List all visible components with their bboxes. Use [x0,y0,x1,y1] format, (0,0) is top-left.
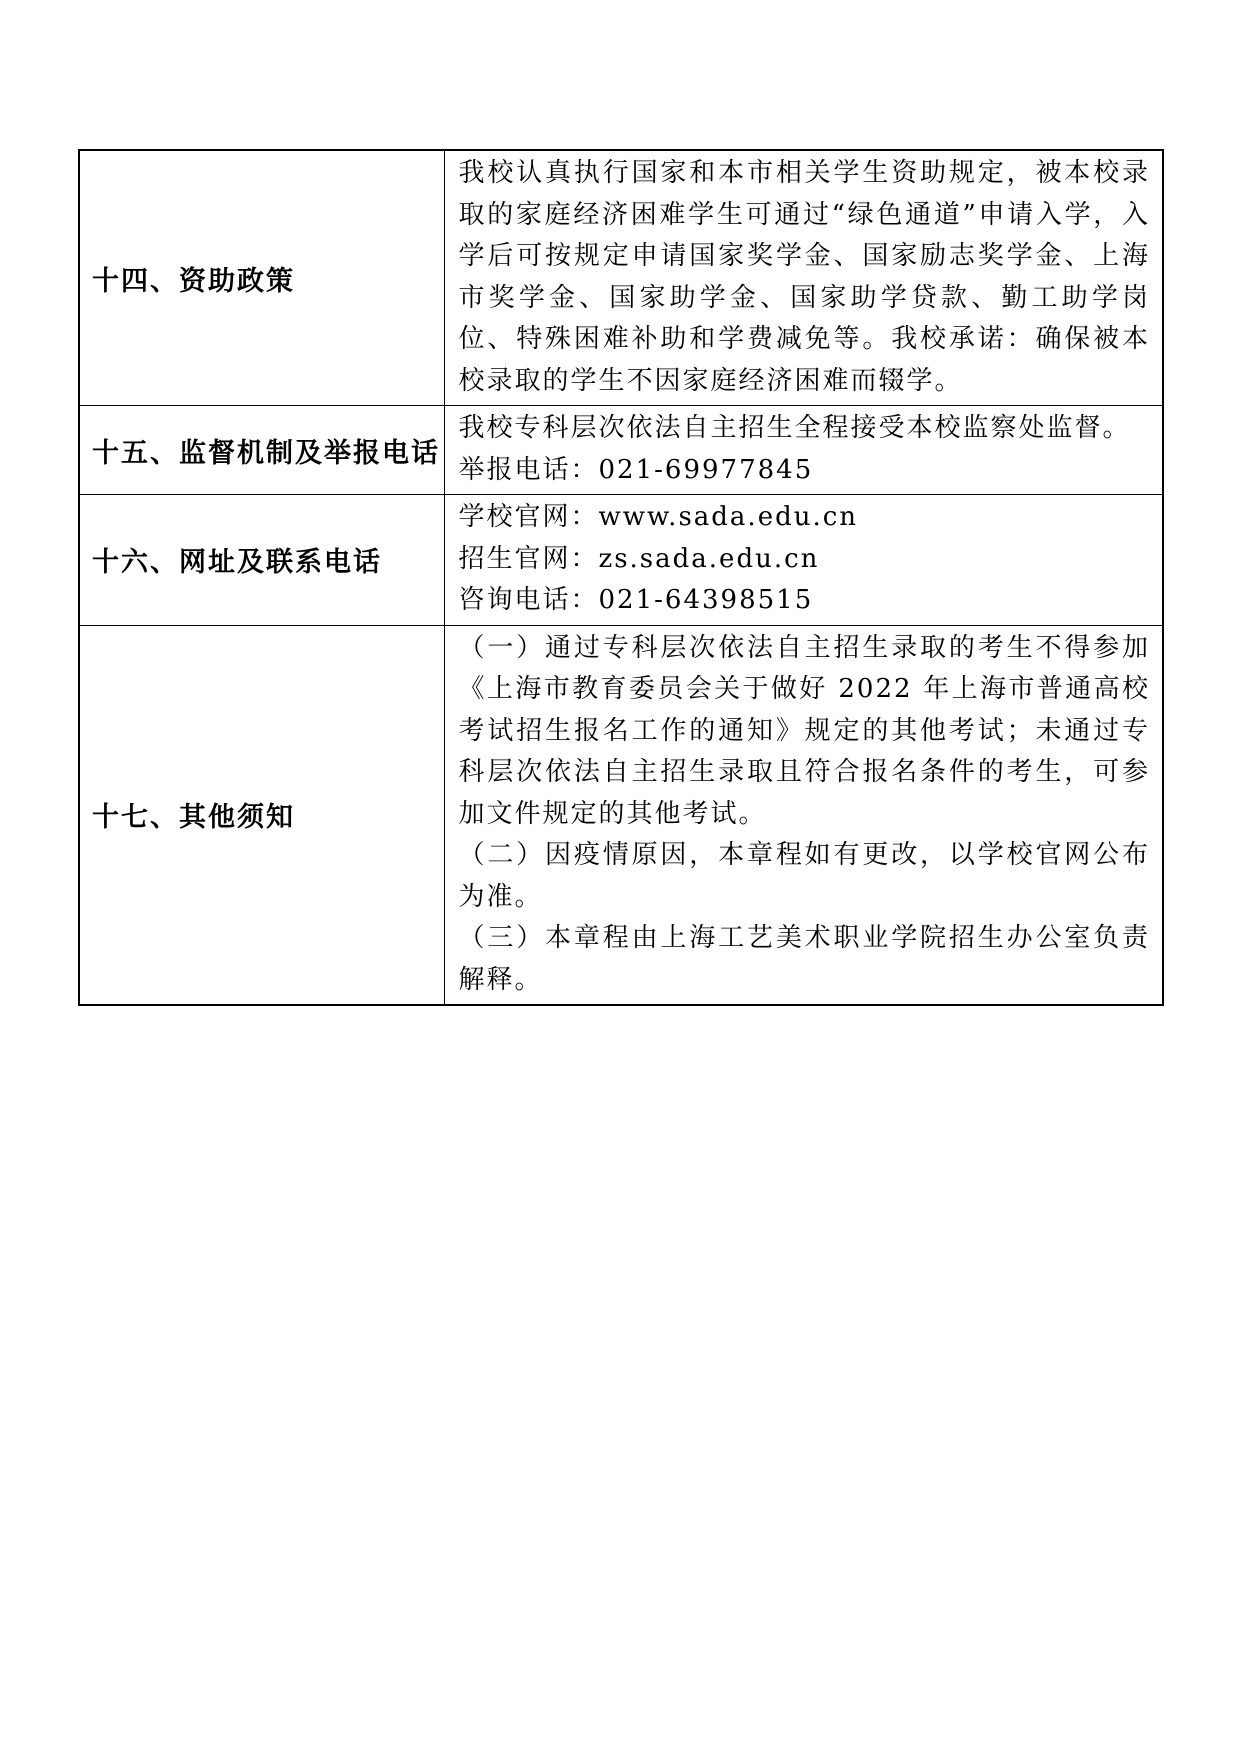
row-content [444,150,1163,406]
table-row-supervision [79,406,1163,495]
table-row-contacts [79,495,1163,626]
row-heading: 十五、监督机制及举报电话 [79,406,444,495]
note-item: （二）因疫情原因，本章程如有更改，以学校官网公布为准。 [458,840,1150,912]
note-item: （一）通过专科层次依法自主招生录取的考生不得参加《上海市教育委员会关于做好 2022 年上海市普通高校考试招生报名工作的通知》规定的其他考试；未通过专科层次依法自主招生录取且符合报名条件的考生，可参加文件规定的其他考试。 [458,632,1150,829]
row-heading: 十七、其他须知 [79,625,444,1005]
row-content [444,495,1163,626]
supervision-statement: 我校专科层次依法自主招生全程接受本校监察处监督。 [458,413,1131,443]
report-hotline: 举报电话：021-69977845 [458,454,814,485]
note-item: （三）本章程由上海工艺美术职业学院招生办公室负责解释。 [458,923,1150,995]
table-row-other-notes [79,625,1163,1005]
consult-phone: 咨询电话：021-64398515 [458,585,814,615]
row-content [444,406,1163,495]
school-website: 学校官网：www.sada.edu.cn [458,502,859,532]
admission-info-table [78,149,1164,1006]
table-row-financial-aid [79,150,1163,406]
row-content [444,625,1163,1005]
row-heading: 十六、网址及联系电话 [79,495,444,626]
admission-website: 招生官网：zs.sada.edu.cn [458,543,820,574]
row-heading: 十四、资助政策 [79,150,444,406]
financial-aid-text: 我校认真执行国家和本市相关学生资助规定，被本校录取的家庭经济困难学生可通过“绿色通道”申请入学，入学后可按规定申请国家奖学金、国家励志奖学金、上海市奖学金、国家助学金、国家助学贷款、勤工助学岗位、特殊困难补助和学费减免等。我校承诺：确保被本校录取的学生不因家庭经济困难而辍学。 [458,158,1150,396]
